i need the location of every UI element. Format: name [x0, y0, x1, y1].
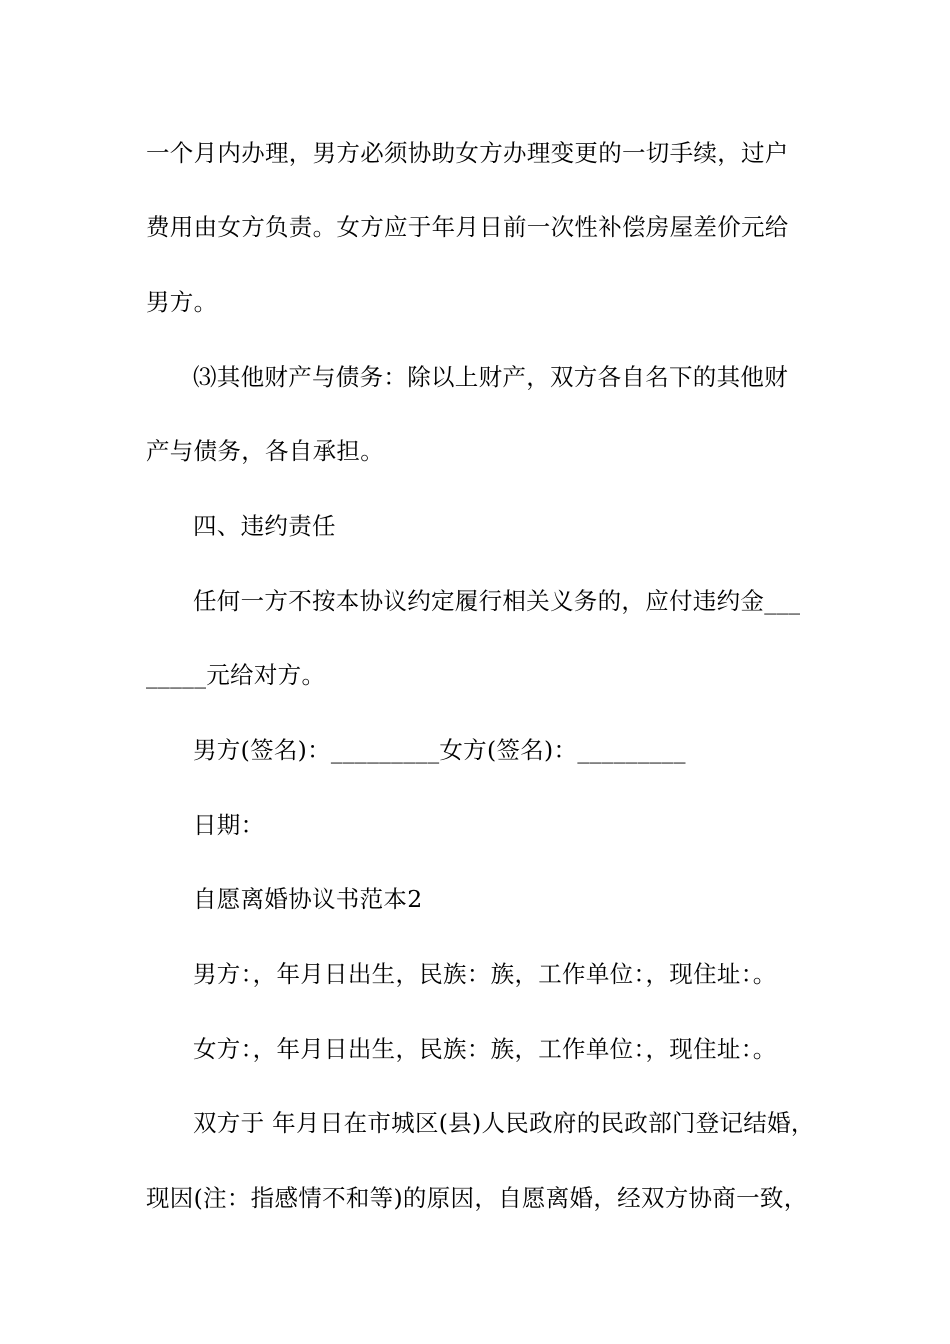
- paragraph-other-assets-line-2: 产与债务，各自承担。: [146, 437, 384, 465]
- section-heading-breach: 四、违约责任: [193, 512, 336, 540]
- paragraph-marriage-line-2: 现因(注：指感情不和等)的原因，自愿离婚，经双方协商一致，: [146, 1184, 808, 1212]
- paragraph-line-2: 费用由女方负责。女方应于年月日前一次性补偿房屋差价元给: [146, 213, 789, 241]
- signature-line: 男方(签名)：_________女方(签名)：_________: [193, 736, 686, 764]
- paragraph-other-assets-line-1: ⑶其他财产与债务：除以上财产，双方各自名下的其他财: [193, 363, 788, 391]
- party-male-line: 男方：，年月日出生，民族：族，工作单位：，现住址：。: [193, 960, 777, 988]
- paragraph-line-1: 一个月内办理，男方必须协助女方办理变更的一切手续，过户: [146, 139, 789, 167]
- date-line: 日期：: [193, 811, 265, 839]
- paragraph-breach-line-1: 任何一方不按本协议约定履行相关义务的，应付违约金___: [193, 587, 801, 615]
- party-female-line: 女方：，年月日出生，民族：族，工作单位：，现住址：。: [193, 1035, 777, 1063]
- paragraph-line-3: 男方。: [146, 288, 218, 316]
- section-title-sample-2: 自愿离婚协议书范本2: [193, 885, 423, 913]
- paragraph-breach-line-2: _____元给对方。: [146, 661, 326, 689]
- paragraph-marriage-line-1: 双方于 年月日在市城区(县)人民政府的民政部门登记结婚，: [193, 1109, 815, 1137]
